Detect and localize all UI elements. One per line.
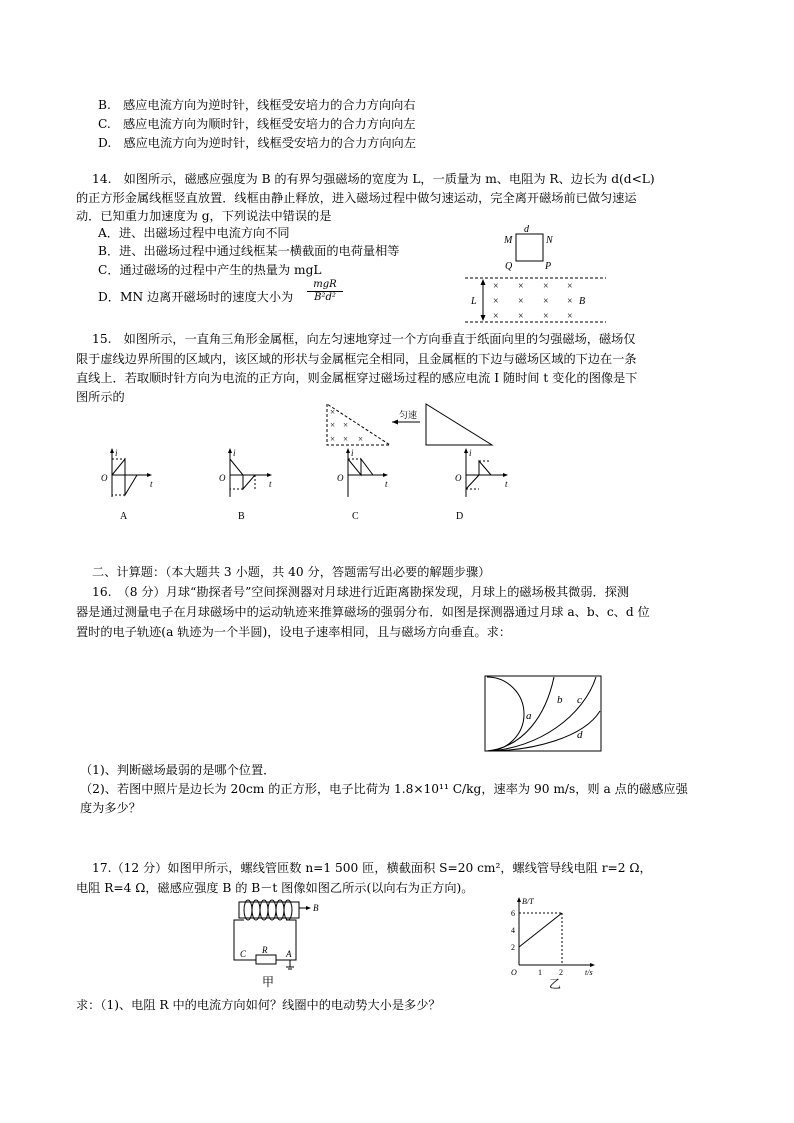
q15-stem-4: 图所示的 [76, 390, 125, 404]
svg-text:×: × [493, 281, 499, 292]
svg-text:i: i [115, 448, 118, 458]
svg-text:×: × [567, 311, 573, 322]
svg-text:t: t [385, 479, 388, 489]
q16-subquestion-2-line-2: 度为多少？ [80, 801, 141, 815]
svg-text:×: × [330, 420, 336, 430]
q15-graph-a [101, 448, 153, 522]
q17-stem-1: 17.（12 分）如图甲所示，螺线管匝数 n=1 500 匝，横截面积 S=20 cm²，螺线管导线电阻 r=2 Ω， [76, 861, 652, 875]
q15-stem-2: 限于虚线边界所围的区域内，该区域的形状与金属框完全相同，且金属框的下边与磁场区域的下边在一条 [76, 352, 637, 366]
section-2-heading: 二、计算题：（本大题共 3 小题，共 40 分，答题需写出必要的解题步骤） [76, 565, 491, 579]
svg-text:6: 6 [511, 909, 515, 918]
q17-figure-jia [226, 895, 336, 990]
q13-option-b: B. 感应电流方向为逆时针，线框受安培力的合力方向向右 [98, 98, 416, 112]
q13-option-c: C. 感应电流方向为顺时针，线框受安培力的合力方向向左 [98, 117, 416, 131]
q14-formula-numerator: mgR [307, 279, 343, 292]
q15-graph-c [337, 448, 388, 522]
q14-label-m: M [504, 235, 513, 246]
q15-stem-1: 15. 如图所示，一直角三角形金属框，向左匀速地穿过一个方向垂直于纸面向里的匀强磁场，磁场仅 [76, 332, 636, 346]
q16-figure [484, 675, 604, 753]
svg-text:C: C [352, 511, 359, 522]
q14-label-b: B [579, 296, 586, 307]
svg-text:×: × [493, 296, 499, 307]
svg-text:t: t [150, 479, 153, 489]
svg-text:a: a [526, 710, 532, 722]
q16-stem-3: 置时的电子轨迹(a 轨迹为一个半圆)，设电子速率相同，且与磁场方向垂直。求： [76, 625, 512, 639]
svg-text:t: t [269, 479, 272, 489]
svg-text:R: R [262, 945, 268, 955]
svg-text:i: i [233, 448, 236, 458]
q14-field-crosses [493, 281, 573, 322]
svg-text:×: × [343, 434, 349, 444]
svg-text:2: 2 [511, 943, 515, 952]
svg-text:×: × [330, 407, 336, 417]
q14-square-frame [516, 234, 543, 261]
svg-text:O: O [511, 968, 517, 977]
q15-top-figure [320, 400, 500, 450]
q14-formula-denominator: B²d² [314, 292, 336, 303]
svg-text:2: 2 [559, 968, 563, 977]
q17-question-1: 求：（1)、电阻 R 中的电流方向如何？线圈中的电动势大小是多少？ [76, 998, 441, 1012]
q14-stem-1: 14. 如图所示，磁感应强度为 B 的有界匀强磁场的宽度为 L，一质量为 m、电阻为 R、边长为 d(d<L) [76, 172, 655, 186]
svg-text:c: c [577, 694, 582, 706]
svg-text:C: C [240, 949, 247, 959]
q16-track-d [487, 711, 600, 751]
q14-option-d: D．MN 边离开磁场时的速度大小为 [98, 290, 294, 304]
q17-resistor [256, 955, 276, 964]
svg-text:B: B [313, 903, 319, 913]
svg-text:d: d [577, 729, 583, 741]
q14-option-a: A．进、出磁场过程中电流方向不同 [98, 226, 290, 240]
svg-text:i: i [469, 448, 472, 458]
q15-graphs [93, 445, 533, 525]
svg-text:×: × [543, 296, 549, 307]
q16-stem-1: 16. （8 分）月球“勘探者号”空间探测器对月球进行近距离勘探发现，月球上的磁场极其微弱．探测 [76, 585, 630, 599]
svg-text:×: × [518, 296, 524, 307]
q14-option-c: C．通过磁场的过程中产生的热量为 mgL [98, 263, 322, 277]
svg-text:O: O [455, 473, 462, 483]
svg-text:A: A [286, 949, 292, 959]
q14-option-b: B．进、出磁场过程中通过线框某一横截面的电荷量相等 [98, 244, 400, 258]
svg-text:t: t [505, 479, 508, 489]
q14-label-p: P [545, 261, 552, 272]
q15-field-crosses [330, 407, 363, 444]
q17-figure-yi [505, 895, 605, 995]
q14-label-n: N [546, 235, 553, 246]
q14-label-q: Q [505, 261, 513, 272]
q16-photo-frame [485, 676, 601, 751]
svg-text:×: × [493, 311, 499, 322]
svg-text:×: × [567, 281, 573, 292]
svg-text:A: A [120, 511, 128, 522]
svg-text:i: i [351, 448, 354, 458]
svg-text:×: × [543, 311, 549, 322]
q16-track-b [487, 677, 554, 751]
svg-text:B/T: B/T [522, 897, 534, 906]
svg-text:B: B [238, 511, 245, 522]
svg-text:×: × [343, 420, 349, 430]
svg-text:b: b [557, 694, 563, 706]
q17-caption-jia: 甲 [262, 975, 275, 989]
q14-stem-2: 的正方形金属线框竖直放置．线框由静止释放，进入磁场过程中做匀速运动，完全离开磁场前已做匀速运 [76, 191, 637, 205]
svg-text:×: × [567, 296, 573, 307]
svg-text:1: 1 [538, 968, 542, 977]
q16-subquestion-2-line-1: （2)、若图中照片是边长为 20cm 的正方形，电子比荷为 1.8×10¹¹ C/kg，速率为 90 m/s，则 a 点的磁感应强 [80, 782, 688, 796]
q14-formula [307, 279, 343, 304]
q15-arrow-label: 匀速 [399, 410, 418, 420]
q16-subquestion-1: （1)、判断磁场最弱的是哪个位置． [80, 763, 276, 777]
q14-label-d: d [524, 224, 529, 235]
svg-text:O: O [219, 473, 226, 483]
q17-caption-yi: 乙 [549, 977, 562, 991]
svg-text:×: × [330, 434, 336, 444]
q15-graph-d [455, 448, 508, 522]
q13-option-d: D. 感应电流方向为逆时针，线框受安培力的合力方向向左 [98, 136, 416, 150]
svg-text:×: × [358, 434, 364, 444]
q17-bt-line [519, 913, 562, 947]
q15-stem-3: 直线上．若取顺时针方向为电流的正方向，则金属框穿过磁场过程的感应电流 I 随时间 t 变化的图像是下 [76, 371, 638, 385]
svg-text:×: × [518, 281, 524, 292]
svg-text:×: × [518, 311, 524, 322]
svg-text:t/s: t/s [585, 968, 593, 977]
svg-text:O: O [101, 473, 108, 483]
q15-graph-b [219, 448, 272, 522]
q15-metal-frame [426, 404, 492, 445]
q17-stem-2: 电阻 R=4 Ω，磁感应强度 B 的 B－t 图像如图乙所示(以向右为正方向)。 [76, 881, 474, 895]
svg-text:D: D [456, 511, 464, 522]
svg-text:×: × [543, 281, 549, 292]
q16-track-a [487, 677, 524, 751]
q16-stem-2: 器是通过测量电子在月球磁场中的运动轨迹来推算磁场的强弱分布．如图是探测器通过月球 a、b、c、d 位 [76, 605, 650, 619]
svg-text:4: 4 [511, 926, 515, 935]
svg-text:O: O [337, 473, 344, 483]
q14-label-l: L [471, 296, 477, 307]
q14-stem-3: 动．已知重力加速度为 g，下列说法中错误的是 [76, 209, 332, 223]
q14-figure [460, 222, 610, 328]
